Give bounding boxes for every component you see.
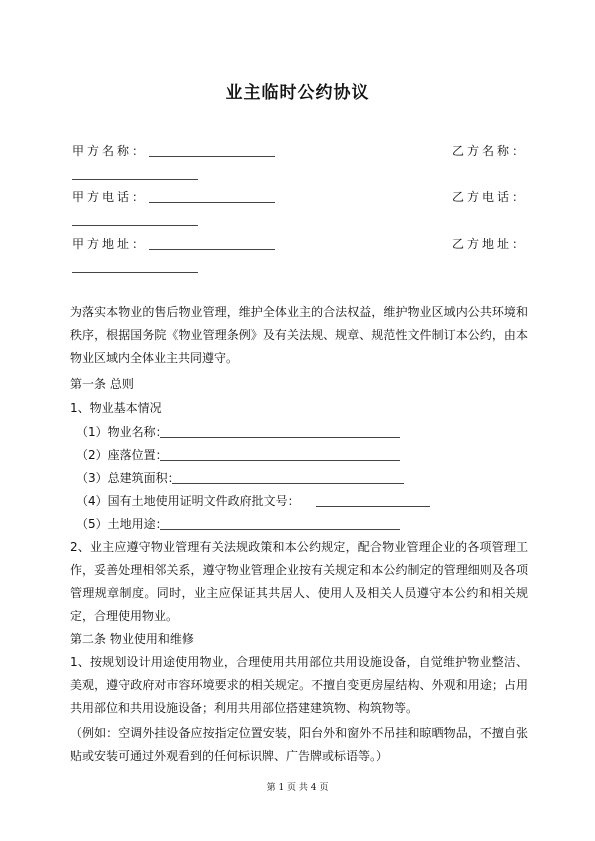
party-a-address-label: 甲方地址： [72, 237, 148, 251]
property-name-blank[interactable] [160, 437, 400, 438]
article2-heading: 第二条 物业使用和维修 [70, 632, 194, 646]
party-a-phone-label: 甲方电话： [72, 190, 148, 204]
property-name-label: （1）物业名称： [76, 425, 168, 439]
party-b-name-blank[interactable] [72, 179, 198, 180]
party-a-name-blank[interactable] [149, 156, 275, 157]
party-a-phone-blank[interactable] [149, 202, 275, 203]
location-label: （2）座落位置： [76, 448, 168, 462]
article1-heading: 第一条 总则 [70, 377, 134, 391]
article1-sub1: 1、物业基本情况 [70, 401, 162, 415]
article2-p2: （例如：空调外挂设备应按指定位置安装，阳台外和窗外不吊挂和晾晒物品，不擅自张贴或安装可通过外观看到的任何标识牌、广告牌或标语等。） [70, 726, 528, 763]
land-cert-label: （4）国有土地使用证明文件政府批文号： [76, 494, 300, 508]
land-use-label: （5）土地用途： [76, 517, 168, 531]
party-b-phone-label: 乙方电话： [452, 190, 528, 204]
party-b-address-label: 乙方地址： [452, 237, 528, 251]
article2-p1: 1、按规划设计用途使用物业，合理使用共用部位共用设施设备，自觉维护物业整洁、美观，遵守政府对市容环境要求的相关规定。不擅自变更房屋结构、外观和用途；占用共用部位和共用设施设备；利用共用部位搭建建筑物、构筑物等。 [70, 655, 528, 715]
party-a-address-blank[interactable] [149, 249, 275, 250]
floor-area-blank[interactable] [172, 483, 404, 484]
party-a-name-label: 甲方名称： [72, 144, 148, 158]
location-blank[interactable] [160, 460, 400, 461]
floor-area-label: （3）总建筑面积： [76, 471, 180, 485]
party-b-name-label: 乙方名称： [452, 144, 528, 158]
document-title: 业主临时公约协议 [225, 83, 370, 103]
intro-paragraph: 为落实本物业的售后物业管理，维护全体业主的合法权益，维护物业区域内公共环境和秩序，根据国务院《物业管理条例》及有关法规、规章、规范性文件制订本公约，由本物业区域内全体业主共同遵守。 [70, 305, 528, 365]
page-footer: 第 1 页 共 4 页 [266, 783, 329, 793]
article1-sub2: 2、业主应遵守物业管理有关法规政策和本公约规定，配合物业管理企业的各项管理工作，妥善处理相邻关系，遵守物业管理企业按有关规定和本公约制定的管理细则及各项管理规章制度。同时，业主应保证其共居人、使用人及相关人员遵守本公约和相关规定，合理使用物业。 [70, 540, 528, 623]
land-use-blank[interactable] [160, 529, 400, 530]
party-b-address-blank[interactable] [72, 272, 198, 273]
party-b-phone-blank[interactable] [72, 225, 198, 226]
land-cert-blank[interactable] [316, 506, 430, 507]
